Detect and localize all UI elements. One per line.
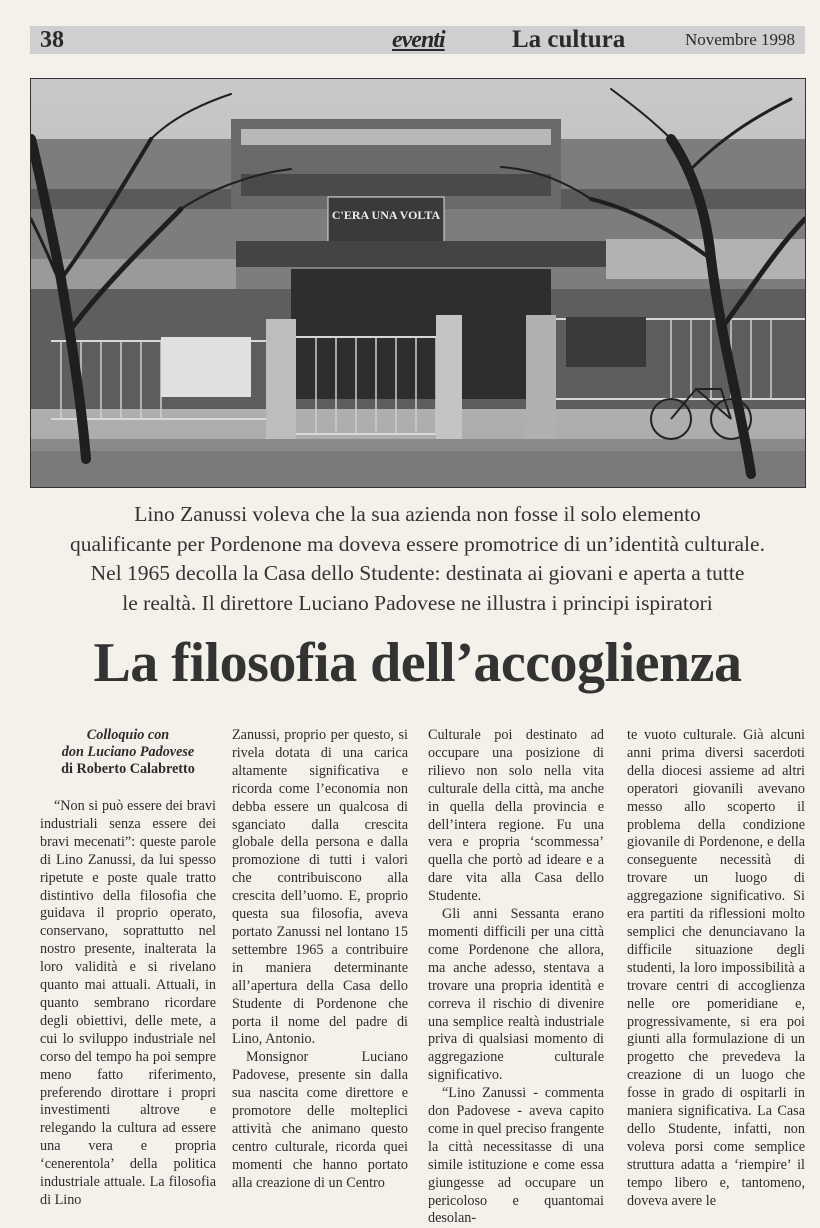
building-photo [30, 78, 806, 488]
article-column-2 [232, 727, 408, 1193]
section-logo: eventi [392, 27, 445, 53]
paragraph: Zanussi, proprio per questo, si rivela dotata di una carica altamente significativa e ricorda come l’economia non debba essere un qualcosa di sganciato dalla crescita globale della persona e dalla promozione di tutti i valori che contribuiscono alla crescita dell’uomo. E, proprio questa sua filosofia, aveva portato Zanussi nel lontano 15 settembre 1965 a contribuire in maniera determinante all’apertura della Casa dello Studente di Pordenone che porta il nome del padre di Lino, Antonio. [232, 727, 408, 1048]
article-column-4 [627, 727, 805, 1210]
issue-date: Novembre 1998 [684, 30, 795, 49]
paragraph: Gli anni Sessanta erano momenti difficili per una città come Pordenone che allora, ma anche adesso, stentava a trovare una propria identità e correva il rischio di divenire una semplice realtà industriale priva di qualsiasi momento di aggregazione culturale significativo. [428, 906, 604, 1084]
byline-author: di Roberto Calabretto [61, 761, 195, 777]
paragraph: “Lino Zanussi - commenta don Padovese - aveva capito come in quel preciso frangente la città necessitasse di una simile istituzione e come essa giungesse ad occupare un pericoloso e quantomai desolan- [428, 1085, 604, 1227]
page-header [30, 26, 805, 54]
standfirst [30, 500, 805, 618]
paragraph: Monsignor Luciano Padovese, presente sin dalla sua nascita come direttore e promotore delle molteplici attività che animano questo centro culturale, ricorda quei momenti che hanno portato alla creazione di un Centro [232, 1049, 408, 1191]
byline-intro: Colloquio con [86, 727, 170, 743]
standfirst-line: le realtà. Il direttore Luciano Padovese ne illustra i principi ispiratori [122, 590, 713, 615]
section-title: La cultura [512, 26, 626, 53]
photo-illustration [31, 79, 805, 487]
standfirst-line: Nel 1965 decolla la Casa dello Studente: destinata ai giovani e aperta a tutte [90, 561, 745, 585]
standfirst-line: Lino Zanussi voleva che la sua azienda non fosse il solo elemento [134, 502, 701, 526]
paragraph: te vuoto culturale. Già alcuni anni prima diversi sacerdoti della diocesi assieme ad altri operatori giovanili avevano messo allo scoperto il problema della condizione giovanile di Pordenone, e della conseguente necessità di trovare un luogo di aggregazione significativo. Si era partiti da riflessioni molto semplici che denunciavano la difficile situazione degli studenti, la loro impossibilità a trovare centri di accoglienza nelle ore pomeridiane e, progressivamente, si era poi giunti alla formulazione di un progetto che prevedeva la creazione di un luogo che fosse in grado di ospitarli in maniera significativa. La Casa dello Studente, infatti, non voleva porsi come semplice struttura adatta a ‘riempire’ il tempo libero e, tantomeno, doveva avere le [627, 727, 805, 1209]
paragraph: “Non si può essere dei bravi industriali senza essere dei bravi mecenati”: queste parole di Lino Zanussi, da lui spesso ripetute e poste quale tratto distintivo della filosofia che guidava il proprio operato, conservano, soprattutto nel nostro presente, inalterata la loro validità e si rivelano quanto mai attuali. Attuali, in quanto sembrano ricordare degli obiettivi, delle mete, a cui lo sviluppo industriale nel corso del tempo ha poi sempre meno fatto riferimento, preferendo dirottare i propri investimenti altrove e relegando la cultura ad essere una vera e propria ‘cenerentola’ della politica industriale attuale. La filosofia di Lino [40, 798, 216, 1208]
page-number: 38 [40, 27, 64, 53]
article-column-3 [428, 727, 604, 1228]
byline [40, 727, 216, 778]
article-column-1 [40, 727, 216, 1210]
article-headline: La filosofia dell’accoglienza [93, 632, 742, 694]
standfirst-line: qualificante per Pordenone ma doveva essere promotrice di un’identità culturale. [70, 531, 765, 556]
paragraph: Culturale poi destinato ad occupare una posizione di rilievo non solo nella vita culturale della città, ma anche in quella della provincia e dell’intera regione. Fu una vera e propria ‘scommessa’ quella che portò ad ideare e a dare vita alla Casa dello Studente. [428, 727, 604, 905]
sign-text: C'ERA UNA VOLTA [331, 208, 441, 222]
byline-interviewee: don Luciano Padovese [61, 744, 195, 760]
